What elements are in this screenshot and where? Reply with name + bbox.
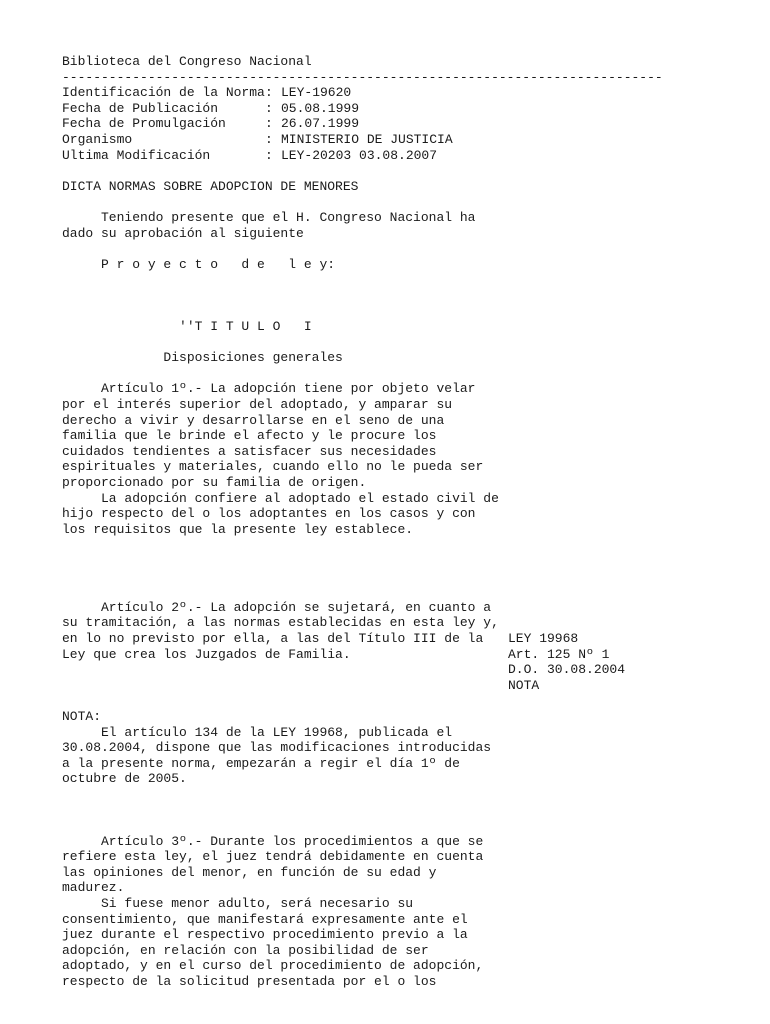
- source-heading: Biblioteca del Congreso Nacional: [62, 54, 312, 69]
- document-title: DICTA NORMAS SOBRE ADOPCION DE MENORES: [62, 178, 359, 194]
- meta-row-fecha-promulgacion: [62, 116, 762, 132]
- nota-block: [62, 709, 762, 787]
- meta-separator: :: [265, 116, 273, 132]
- margin-line: D.O. 30.08.2004: [508, 662, 626, 678]
- proyecto-heading: P r o y e c t o d e l e y:: [62, 256, 336, 272]
- text-line: dado su aprobación al siguiente: [62, 225, 304, 241]
- text-line: cuidados tendientes a satisfacer sus necesidades: [62, 443, 437, 459]
- spacer: [62, 569, 762, 585]
- margin-line: LEY 19968: [508, 630, 579, 646]
- text-line: familia que le brinde el afecto y le procure los: [62, 428, 437, 444]
- articulo-1: [62, 381, 762, 537]
- meta-row-organismo: [62, 132, 762, 148]
- articulo-3: [62, 834, 762, 990]
- spacer: [62, 537, 762, 553]
- meta-value: MINISTERIO DE JUSTICIA: [281, 131, 453, 147]
- text-line: Ley que crea los Juzgados de Familia.: [62, 646, 351, 662]
- titulo-subheading: Disposiciones generales: [62, 350, 343, 366]
- header-rule: -----------------------------------------------------------------------------: [62, 69, 663, 85]
- text-line: espirituales y materiales, cuando ello no le pueda ser: [62, 459, 484, 475]
- meta-label: Ultima Modificación: [62, 147, 211, 163]
- margin-line: NOTA: [508, 677, 540, 693]
- text-line: Artículo 2º.- La adopción se sujetará, en cuanto a: [62, 599, 492, 615]
- document-page: [62, 54, 762, 990]
- text-line: derecho a vivir y desarrollarse en el seno de una: [62, 412, 445, 428]
- spacer: [62, 693, 762, 709]
- spacer: [62, 304, 762, 320]
- spacer: [62, 288, 762, 304]
- text-line: por el interés superior del adoptado, y amparar su: [62, 397, 453, 413]
- text-line: Artículo 1º.- La adopción tiene por objeto velar: [62, 381, 476, 397]
- meta-separator: :: [265, 100, 273, 116]
- meta-value: LEY-20203 03.08.2007: [281, 147, 438, 163]
- text-line: los requisitos que la presente ley establece.: [62, 521, 414, 537]
- meta-separator: :: [265, 85, 273, 101]
- spacer: [62, 241, 762, 257]
- text-line: Si fuese menor adulto, será necesario su: [62, 896, 414, 912]
- text-line: octubre de 2005.: [62, 771, 187, 787]
- meta-label: Organismo: [62, 131, 133, 147]
- spacer: [62, 194, 762, 210]
- text-line: La adopción confiere al adoptado el estado civil de: [62, 490, 499, 506]
- text-line: juez durante el respectivo procedimiento previo a la: [62, 927, 468, 943]
- text-line: refiere esta ley, el juez tendrá debidamente en cuenta: [62, 849, 484, 865]
- spacer: [62, 163, 762, 179]
- text-line: Teniendo presente que el H. Congreso Nacional ha: [62, 209, 476, 225]
- meta-label: Fecha de Publicación: [62, 100, 219, 116]
- meta-label: Identificación de la Norma: [62, 85, 265, 101]
- meta-row-ultima-modificacion: [62, 148, 762, 164]
- text-line: su tramitación, a las normas establecidas en esta ley y,: [62, 615, 499, 631]
- articulo-2: [62, 600, 762, 694]
- spacer: [62, 787, 762, 803]
- meta-label: Fecha de Promulgación: [62, 116, 226, 132]
- text-line: consentimiento, que manifestará expresamente ante el: [62, 911, 468, 927]
- meta-value: 26.07.1999: [281, 116, 360, 132]
- meta-value: LEY-19620: [281, 85, 352, 101]
- articulo-2-body: [62, 600, 508, 694]
- text-line: las opiniones del menor, en función de su edad y: [62, 864, 437, 880]
- text-line: adoptado, y en el curso del procedimiento de adopción,: [62, 958, 484, 974]
- text-line: Artículo 3º.- Durante los procedimientos a que se: [62, 833, 484, 849]
- margin-annotation: [508, 600, 625, 694]
- text-line: proporcionado por su familia de origen.: [62, 475, 367, 491]
- text-line: 30.08.2004, dispone que las modificaciones introducidas: [62, 740, 492, 756]
- spacer: [62, 818, 762, 834]
- text-line: a la presente norma, empezarán a regir el día 1º de: [62, 755, 460, 771]
- text-line: madurez.: [62, 880, 125, 896]
- meta-row-fecha-publicacion: [62, 101, 762, 117]
- margin-line: Art. 125 Nº 1: [508, 646, 610, 662]
- metadata-block: [62, 85, 762, 163]
- text-line: El artículo 134 de la LEY 19968, publicada el: [62, 724, 453, 740]
- meta-separator: :: [265, 131, 273, 147]
- spacer: [62, 272, 762, 288]
- meta-separator: :: [265, 147, 273, 163]
- titulo-heading: ''T I T U L O I: [62, 319, 312, 335]
- meta-row-identificacion: [62, 85, 762, 101]
- spacer: [62, 366, 762, 382]
- text-line: respecto de la solicitud presentada por el o los: [62, 974, 437, 990]
- spacer: [62, 335, 762, 351]
- meta-value: 05.08.1999: [281, 100, 360, 116]
- spacer: [62, 584, 762, 600]
- preamble: [62, 210, 762, 241]
- spacer: [62, 553, 762, 569]
- text-line: adopción, en relación con la posibilidad de ser: [62, 942, 429, 958]
- spacer: [62, 803, 762, 819]
- text-line: hijo respecto del o los adoptantes en los casos y con: [62, 506, 476, 522]
- text-line: en lo no previsto por ella, a las del Título III de la: [62, 630, 484, 646]
- nota-heading: NOTA:: [62, 708, 102, 724]
